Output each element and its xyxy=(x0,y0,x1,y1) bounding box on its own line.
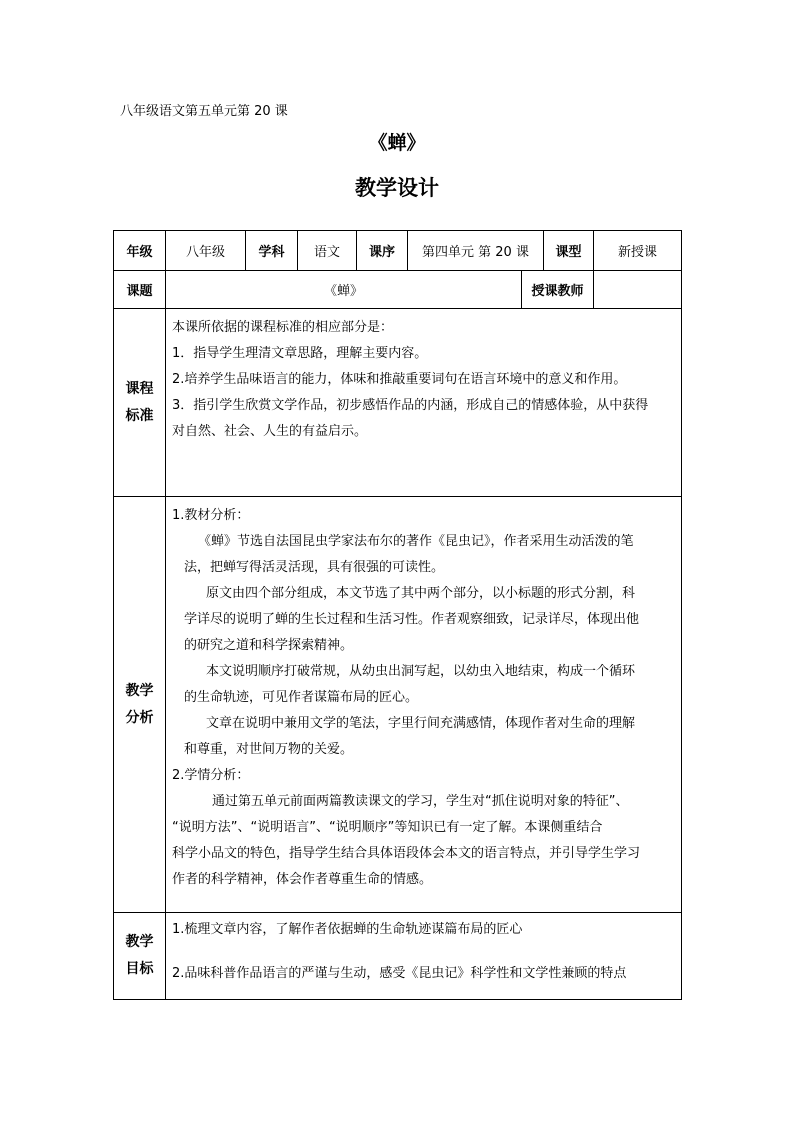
lesson-plan-table xyxy=(113,230,682,1000)
analysis-line: 2.学情分析： xyxy=(172,768,250,783)
analysis-line: 通过第五单元前面两篇教读课文的学习，学生对“抓住说明对象的特征”、 xyxy=(212,794,629,809)
type-value: 新授课 xyxy=(594,231,682,271)
standards-line: 1．指导学生理清文章思路，理解主要内容。 xyxy=(172,346,428,361)
document-subtitle: 教学设计 xyxy=(355,176,439,200)
table-row-standards xyxy=(114,309,682,497)
analysis-content xyxy=(166,497,682,913)
objectives-line: 1.梳理文章内容，了解作者依据蝉的生命轨迹谋篇布局的匠心 xyxy=(172,922,523,937)
teacher-label: 授课教师 xyxy=(522,271,594,309)
objectives-line: 2.品味科普作品语言的严谨与生动，感受《昆虫记》科学性和文学性兼顾的特点 xyxy=(172,966,627,981)
analysis-line: 的生命轨迹，可见作者谋篇布局的匠心。 xyxy=(184,690,419,705)
table-row-topic xyxy=(114,271,682,309)
grade-label: 年级 xyxy=(114,231,166,271)
standards-line: 3．指引学生欣赏文学作品，初步感悟作品的内涵，形成自己的情感体验，从中获得 xyxy=(172,398,649,413)
analysis-line: 文章在说明中兼用文学的笔法，字里行间充满感情，体现作者对生命的理解 xyxy=(206,716,636,731)
analysis-line: 原文由四个部分组成，本文节选了其中两个部分，以小标题的形式分割，科 xyxy=(206,586,636,601)
table-row-info xyxy=(114,231,682,271)
analysis-line: 《蝉》节选自法国昆虫学家法布尔的著作《昆虫记》，作者采用生动活泼的笔 xyxy=(198,534,634,549)
teacher-value xyxy=(594,271,682,309)
table-row-analysis xyxy=(114,497,682,913)
standards-label: 课程 标准 xyxy=(114,309,166,497)
analysis-label: 教学 分析 xyxy=(114,497,166,913)
topic-label: 课题 xyxy=(114,271,166,309)
grade-value: 八年级 xyxy=(166,231,246,271)
analysis-line: 和尊重，对世间万物的关爱。 xyxy=(184,742,354,757)
analysis-line: 作者的科学精神，体会作者尊重生命的情感。 xyxy=(172,872,433,887)
subject-label: 学科 xyxy=(246,231,298,271)
subject-value: 语文 xyxy=(298,231,357,271)
type-label: 课型 xyxy=(544,231,594,271)
analysis-line: 法，把蝉写得活灵活现，具有很强的可读性。 xyxy=(184,560,445,575)
analysis-line: 本文说明顺序打破常规，从幼虫出洞写起，以幼虫入地结束，构成一个循环 xyxy=(206,664,636,679)
standards-line: 本课所依据的课程标准的相应部分是： xyxy=(172,320,394,335)
standards-line: 2.培养学生品味语言的能力，体味和推敲重要词句在语言环境中的意义和作用。 xyxy=(172,372,627,387)
standards-content xyxy=(166,309,682,497)
sequence-value: 第四单元 第 20 课 xyxy=(408,231,544,271)
table-row-objectives xyxy=(114,913,682,1000)
objectives-content xyxy=(166,913,682,1000)
analysis-line: 1.教材分析： xyxy=(172,508,250,523)
objectives-label: 教学 目标 xyxy=(114,913,166,1000)
analysis-line: 科学小品文的特色，指导学生结合具体语段体会本文的语言特点，并引导学生学习 xyxy=(172,846,641,861)
sequence-label: 课序 xyxy=(357,231,408,271)
analysis-line: “说明方法”、“说明语言”、“说明顺序”等知识已有一定了解。本课侧重结合 xyxy=(172,820,603,835)
analysis-line: 的研究之道和科学探索精神。 xyxy=(184,638,354,653)
standards-line: 对自然、社会、人生的有益启示。 xyxy=(172,424,368,439)
lesson-header-line: 八年级语文第五单元第 20 课 xyxy=(120,104,288,119)
document-title: 《蝉》 xyxy=(368,132,426,154)
analysis-line: 学详尽的说明了蝉的生长过程和生活习性。作者观察细致，记录详尽，体现出他 xyxy=(184,612,640,627)
topic-value: 《蝉》 xyxy=(166,271,522,309)
